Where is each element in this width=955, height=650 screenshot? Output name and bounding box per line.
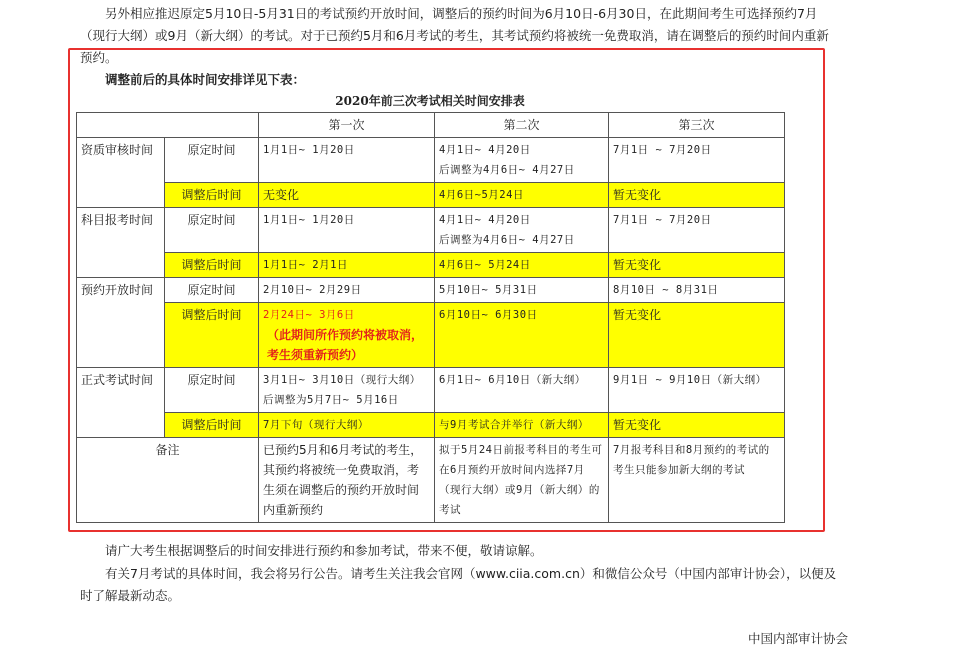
header-blank-cell (77, 113, 259, 138)
table-cell: 无变化 (259, 183, 435, 208)
table-row (77, 368, 785, 413)
header-first: 第一次 (259, 113, 435, 138)
table-cell: 与9月考试合并举行（新大纲） (435, 413, 609, 438)
section-label: 科目报考时间 (77, 208, 165, 278)
table-cell: 8月10日 ~ 8月31日 (609, 278, 785, 303)
cancellation-note: （此期间所作预约将被取消，考生须重新预约） (267, 328, 424, 362)
table-cell: 暂无变化 (609, 183, 785, 208)
cell-line: 3月1日~ 3月10日（现行大纲） (263, 374, 421, 386)
table-cell: 暂无变化 (609, 303, 785, 368)
original-label: 原定时间 (165, 208, 259, 253)
closing-paragraph-2: 有关7月考试的具体时间，我会将另行公告。请考生关注我会官网（www.ciia.com.cn）和微信公众号（中国内部审计协会），以便及时了解最新动态。 (80, 566, 837, 603)
remarks-label: 备注 (77, 438, 259, 523)
table-row (77, 138, 785, 183)
adjusted-label: 调整后时间 (165, 413, 259, 438)
table-row (77, 208, 785, 253)
table-cell: 7月1日 ~ 7月20日 (609, 138, 785, 183)
table-header-row (77, 113, 785, 138)
table-cell: 6月1日~ 6月10日（新大纲） (435, 368, 609, 413)
header-third: 第三次 (609, 113, 785, 138)
remark-cell: 拟于5月24日前报考科目的考生可在6月预约开放时间内选择7月（现行大纲）或9月（新大纲）的考试 (435, 438, 609, 523)
section-label: 正式考试时间 (77, 368, 165, 438)
remark-cell: 7月报考科目和8月预约的考试的考生只能参加新大纲的考试 (609, 438, 785, 523)
original-label: 原定时间 (165, 368, 259, 413)
table-cell: 1月1日~ 1月20日 (259, 138, 435, 183)
original-label: 原定时间 (165, 278, 259, 303)
table-cell: 9月1日 ~ 9月10日（新大纲） (609, 368, 785, 413)
remark-cell: 已预约5月和6月考试的考生，其预约将被统一免费取消，考生须在调整后的预约开放时间内重新预约 (259, 438, 435, 523)
table-cell: 4月6日~5月24日 (435, 183, 609, 208)
adjusted-label: 调整后时间 (165, 303, 259, 368)
adjusted-label: 调整后时间 (165, 183, 259, 208)
table-row (77, 438, 785, 523)
section-label: 资质审核时间 (77, 138, 165, 208)
table-cell (259, 303, 435, 368)
table-caption: 2020年前三次考试相关时间安排表 (335, 94, 525, 108)
table-cell: 1月1日~ 1月20日 (259, 208, 435, 253)
table-row (77, 253, 785, 278)
table-row (77, 183, 785, 208)
closing-paragraph-1: 请广大考生根据调整后的时间安排进行预约和参加考试，带来不便，敬请谅解。 (105, 543, 543, 558)
table-row (77, 303, 785, 368)
table-cell: 5月10日~ 5月31日 (435, 278, 609, 303)
schedule-table (76, 112, 785, 523)
signature: 中国内部审计协会 (748, 631, 849, 646)
table-cell (435, 138, 609, 183)
table-cell: 7月1日 ~ 7月20日 (609, 208, 785, 253)
table-row (77, 413, 785, 438)
table-cell: 暂无变化 (609, 413, 785, 438)
intro-paragraph: 另外相应推迟原定5月10日-5月31日的考试预约开放时间，调整后的预约时间为6月10日-6月30日，在此期间考生可选择预约7月（现行大纲）或9月（新大纲）的考试。对于已预约5月和6月考试的考生，其考试预约将被统一免费取消，请在调整后的预约时间内重新预约。 (80, 6, 829, 65)
cell-line: 4月1日~ 4月20日 (439, 214, 531, 226)
table-cell: 7月下旬（现行大纲） (259, 413, 435, 438)
cell-line: 4月1日~ 4月20日 (439, 144, 531, 156)
schedule-subheading: 调整前后的具体时间安排详见下表： (105, 72, 306, 87)
table-row (77, 278, 785, 303)
table-cell: 4月6日~ 5月24日 (435, 253, 609, 278)
table-cell (435, 208, 609, 253)
original-label: 原定时间 (165, 138, 259, 183)
cell-line: 后调整为4月6日~ 4月27日 (439, 234, 575, 246)
cell-line: 后调整为4月6日~ 4月27日 (439, 164, 575, 176)
table-cell: 暂无变化 (609, 253, 785, 278)
cell-line: 2月24日~ 3月6日 (263, 309, 355, 321)
table-cell: 1月1日~ 2月1日 (259, 253, 435, 278)
adjusted-label: 调整后时间 (165, 253, 259, 278)
table-cell: 6月10日~ 6月30日 (435, 303, 609, 368)
header-second: 第二次 (435, 113, 609, 138)
cell-line: 后调整为5月7日~ 5月16日 (263, 394, 399, 406)
section-label: 预约开放时间 (77, 278, 165, 368)
table-cell (259, 368, 435, 413)
table-cell: 2月10日~ 2月29日 (259, 278, 435, 303)
